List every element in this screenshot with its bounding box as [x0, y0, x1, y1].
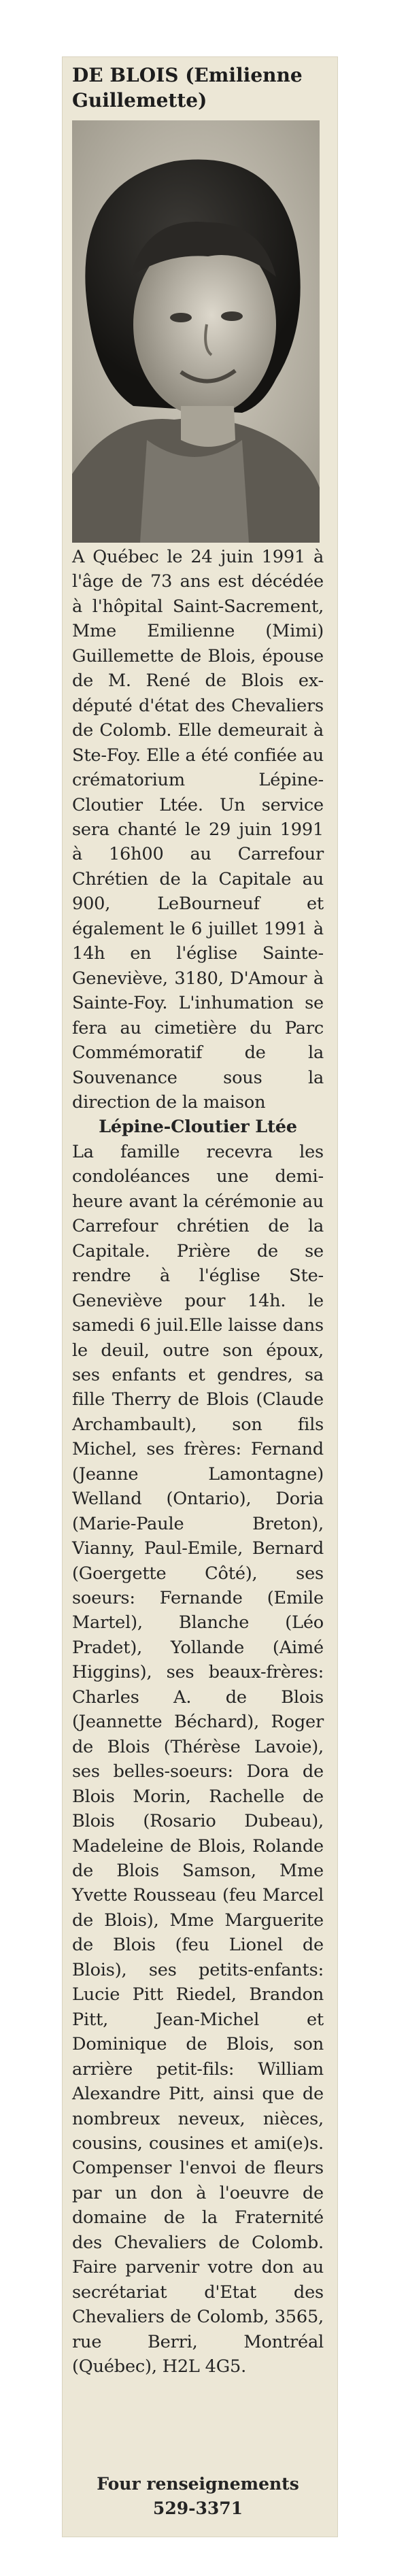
obituary-body	[72, 545, 324, 2379]
portrait-icon	[72, 120, 320, 543]
obituary-clipping	[63, 57, 337, 2537]
obituary-footer	[72, 2472, 324, 2521]
surname: DE BLOIS	[72, 64, 179, 86]
obituary-paragraph-2: La famille recevra les condoléances une demi-heure avant la cérémonie au Carrefour chrétien de la Capitale. Prière de se rendre à l'église Ste-Geneviève pour 14h. le samedi 6 juil.Elle laisse dans le deuil, outre son époux, ses enfants et gendres, sa fille Therry de Blois (Claude Archambault), son fils Michel, ses frères: Fernand (Jeanne Lamontagne) Welland (Ontario), Doria (Marie-Paule Breton), Vianny, Paul-Emile, Bernard (Goergette Côté), ses soeurs: Fernande (Emile Martel), Blanche (Léo Pradet), Yollande (Aimé Higgins), ses beaux-frères: Charles A. de Blois (Jeannette Béchard), Roger de Blois (Thérèse Lavoie), ses belles-soeurs: Dora de Blois Morin, Rachelle de Blois (Rosario Dubeau), Madeleine de Blois, Rolande de Blois Samson, Mme Yvette Rousseau (feu Marcel de Blois), Mme Marguerite de Blois (feu Lionel de Blois), ses petits-enfants: Lucie Pitt Riedel, Brandon Pitt, Jean-Michel et Dominique de Blois, son arrière petit-fils: William Alexandre Pitt, ainsi que de nombreux neveux, nièces, cousins, cousines et ami(e)s. Compenser l'envoi de fleurs par un don à l'oeuvre de domaine de la Fraternité des Chevaliers de Colomb. Faire parvenir votre don au secrétariat d'Etat des Chevaliers de Colomb, 3565, rue Berri, Montréal (Québec), H2L 4G5.	[72, 1141, 324, 2377]
obituary-heading	[72, 63, 330, 113]
given-names: (Emilienne Guillemette)	[72, 64, 303, 112]
portrait-photo	[72, 120, 320, 543]
phone-number: 529-3371	[152, 2498, 243, 2518]
funeral-home-name: Lépine-Cloutier Ltée	[99, 1117, 297, 1138]
obituary-paragraph-1: A Québec le 24 juin 1991 à l'âge de 73 ans est décédée à l'hôpital Saint-Sacrement, Mme Emilienne (Mimi) Guillemette de Blois, épouse de M. René de Blois ex-député d'état des Chevaliers de Colomb. Elle demeurait à Ste-Foy. Elle a été confiée au crématorium Lépine-Cloutier Ltée. Un service sera chanté le 29 juin 1991 à 16h00 au Carrefour Chrétien de la Capitale au 900, LeBourneuf et également le 6 juillet 1991 à 14h en l'église Sainte-Geneviève, 3180, D'Amour à Sainte-Foy. L'inhumation se fera au cimetière du Parc Commémoratif de la Souvenance sous la direction de la maison	[72, 547, 324, 1113]
info-label: Four renseignements	[97, 2474, 299, 2494]
